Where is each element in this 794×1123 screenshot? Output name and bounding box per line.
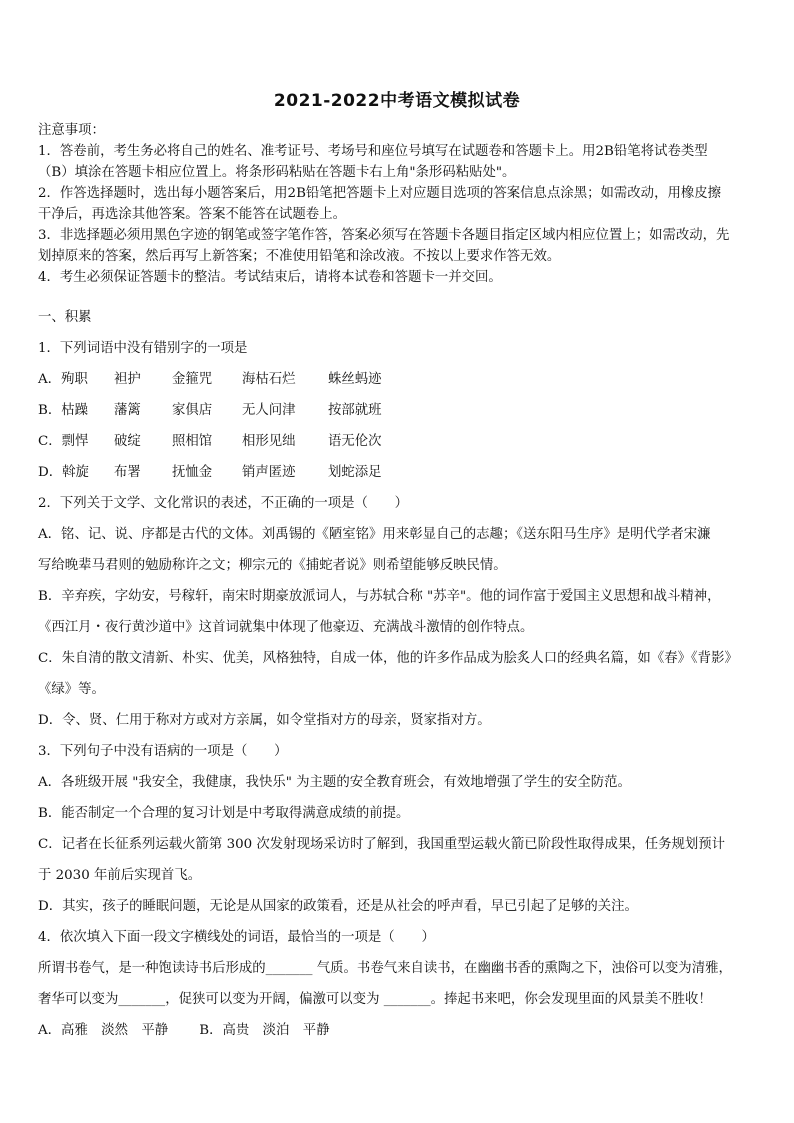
section-heading: 一、积累 [38, 310, 92, 325]
question-stem: 3．下列句子中没有语病的一项是（ ） [38, 744, 288, 759]
answer-line: A．各班级开展 "我安全，我健康，我快乐" 为主题的安全教育班会，有效地增强了学生的安全防范。 [38, 775, 631, 790]
option-word: B．枯躁 [38, 403, 89, 418]
option-word: D．斡旋 [38, 465, 89, 480]
option-word: 蛛丝蚂迹 [328, 372, 382, 387]
question-stem: 2．下列关于文学、文化常识的表述，不正确的一项是（ ） [38, 496, 409, 511]
answer-line: 于 2030 年前后实现首飞。 [38, 868, 202, 883]
question-stem: 4．依次填入下面一段文字横线处的词语，最恰当的一项是（ ） [38, 930, 435, 945]
passage-line: 所谓书卷气，是一种饱读诗书后形成的_______ 气质。书卷气来自读书，在幽幽书香的熏陶之下，浊俗可以变为清雅， [38, 961, 732, 976]
notice-line: 干净后，再选涂其他答案。答案不能答在试题卷上。 [38, 207, 346, 222]
notice-heading: 注意事项： [38, 123, 105, 138]
notice-line: （B）填涂在答题卡相应位置上。将条形码粘贴在答题卡右上角"条形码粘贴处"。 [38, 165, 516, 180]
option-word: 抚恤金 [172, 465, 213, 480]
question-stem: 1．下列词语中没有错别字的一项是 [38, 341, 248, 356]
answer-line: 《西江月・夜行黄沙道中》这首词就集中体现了他豪迈、充满战斗激情的创作特点。 [38, 620, 534, 635]
option-word: C．剽悍 [38, 434, 89, 449]
option-word: A．殉职 [38, 372, 88, 387]
question-2 [38, 488, 774, 736]
option-word: 布署 [114, 465, 141, 480]
option-word: 照相馆 [172, 434, 213, 449]
option-row-d [38, 457, 774, 488]
question-3 [38, 736, 774, 922]
option-word: 袒护 [114, 372, 141, 387]
option-word: 相形见绌 [242, 434, 296, 449]
answer-line: C．记者在长征系列运载火箭第 300 次发射现场采访时了解到，我国重型运载火箭已阶段性取得成果，任务规划预计 [38, 837, 726, 852]
answer-line: A．铭、记、说、序都是古代的文体。刘禹锡的《陋室铭》用来彰显自己的志趣；《送东阳马生序》是明代学者宋濂 [38, 527, 711, 542]
exam-body [38, 120, 774, 1046]
answer-line: B．能否制定一个合理的复习计划是中考取得满意成绩的前提。 [38, 806, 410, 821]
answer-line: D．其实，孩子的睡眠问题，无论是从国家的政策看，还是从社会的呼声看，早已引起了足够的关注。 [38, 899, 638, 914]
option-word: 按部就班 [328, 403, 382, 418]
option-row-a [38, 364, 774, 395]
notice-line: 划掉原来的答案，然后再写上新答案；不准使用铅笔和涂改液。不按以上要求作答无效。 [38, 249, 561, 264]
option-row-b [38, 395, 774, 426]
option-word: 金箍咒 [172, 372, 213, 387]
page-title: 2021-2022中考语文模拟试卷 [273, 91, 521, 111]
option-word: 销声匿迹 [242, 465, 296, 480]
answer-line: 写给晚辈马君则的勉励称许之文；柳宗元的《捕蛇者说》则希望能够反映民情。 [38, 558, 507, 573]
notice-line: 4．考生必须保证答题卡的整洁。考试结束后，请将本试卷和答题卡一并交回。 [38, 270, 502, 285]
answer-line: D．令、贤、仁用于称对方或对方亲属，如令堂指对方的母亲，贤家指对方。 [38, 713, 491, 728]
notice-line: 2．作答选择题时，选出每小题答案后，用2B铅笔把答题卡上对应题目选项的答案信息点涂黑；如需改动，用橡皮擦 [38, 186, 722, 201]
question-4 [38, 922, 774, 1046]
notice-line: 1．答卷前，考生务必将自己的姓名、准考证号、考场号和座位号填写在试题卷和答题卡上。用2B铅笔将试卷类型 [38, 144, 708, 159]
answer-line: 《绿》等。 [38, 682, 105, 697]
option-word: 藩篱 [114, 403, 141, 418]
answer-options: A．高雅 淡然 平静 B．高贵 淡泊 平静 [38, 1023, 330, 1038]
option-word: 划蛇添足 [328, 465, 382, 480]
option-word: 家俱店 [172, 403, 213, 418]
answer-line: C．朱自清的散文清新、朴实、优美，风格独特，自成一体，他的许多作品成为脍炙人口的经典名篇，如《春》《背影》 [38, 651, 738, 666]
option-word: 无人问津 [242, 403, 296, 418]
passage-line: 奢华可以变为_______，促狭可以变为开阔，偏激可以变为 _______。捧起书来吧，你会发现里面的风景美不胜收！ [38, 992, 712, 1007]
question-1 [38, 333, 774, 488]
answer-line: B．辛弃疾，字幼安，号稼轩，南宋时期豪放派词人，与苏轼合称 "苏辛"。他的词作富于爱国主义思想和战斗精神， [38, 589, 721, 604]
option-word: 海枯石烂 [242, 372, 296, 387]
notice-line: 3．非选择题必须用黑色字迹的钢笔或签字笔作答，答案必须写在答题卡各题目指定区域内相应位置上；如需改动，先 [38, 228, 730, 243]
option-row-c [38, 426, 774, 457]
option-word: 破绽 [114, 434, 141, 449]
notice-block [38, 120, 774, 288]
option-word: 语无伦次 [328, 434, 382, 449]
